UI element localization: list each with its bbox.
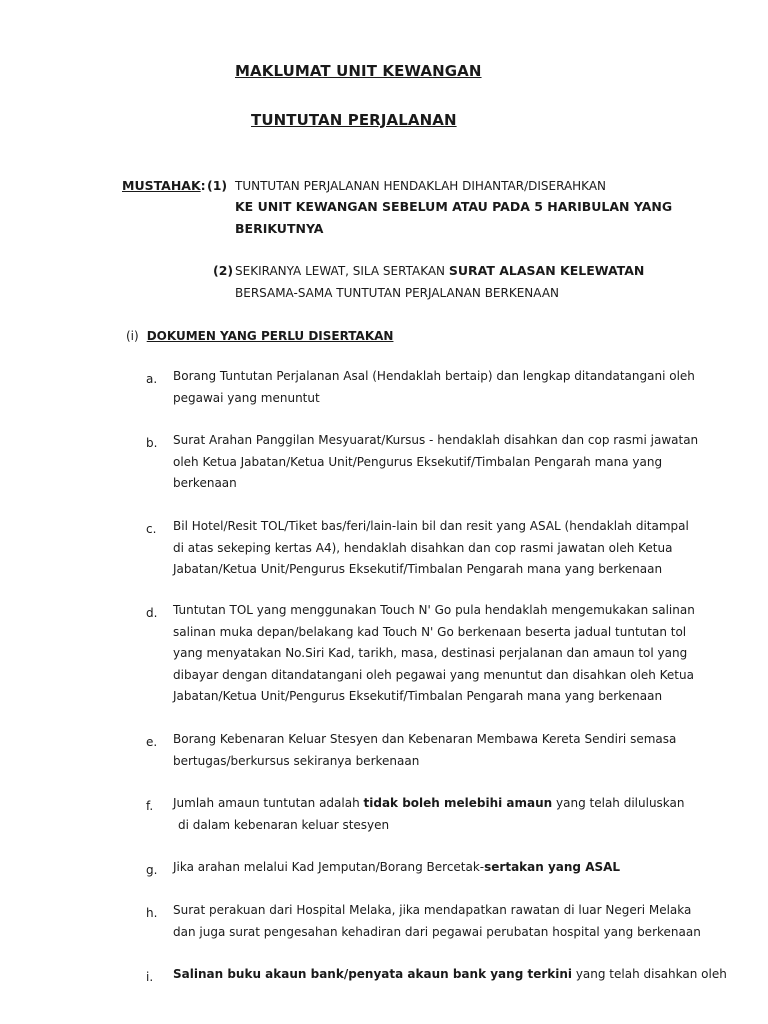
item-i-line1	[173, 964, 727, 986]
mustahak-point-1-line1: TUNTUTAN PERJALANAN HENDAKLAH DIHANTAR/DISERAHKAN	[235, 179, 607, 193]
mustahak-point-2-line1-bold: SURAT ALASAN KELEWATAN	[448, 263, 645, 278]
item-e-letter: e.	[146, 735, 158, 749]
item-i	[173, 964, 727, 986]
item-d	[173, 600, 693, 708]
item-i-emphasis: Salinan buku akaun bank/penyata akaun bank yang terkini	[173, 967, 572, 981]
item-g	[173, 857, 693, 879]
item-f-line1	[173, 793, 693, 815]
item-i-letter: i.	[146, 970, 154, 984]
mustahak-point-1-line2: KE UNIT KEWANGAN SEBELUM ATAU PADA 5 HARIBULAN YANG	[235, 199, 673, 214]
item-c-letter: c.	[146, 522, 157, 536]
item-i-text: yang telah disahkan oleh	[572, 967, 727, 981]
item-h-line: dan juga surat pengesahan kehadiran dari pegawai perubatan hospital yang berkenaan	[173, 924, 701, 939]
item-b-line: oleh Ketua Jabatan/Ketua Unit/Pengurus Eksekutif/Timbalan Pengarah mana yang	[173, 454, 663, 469]
mustahak-colon: :	[200, 178, 206, 193]
mustahak-point-1-line3: BERIKUTNYA	[235, 221, 324, 236]
mustahak-label-text: MUSTAHAK	[122, 178, 201, 193]
item-c-line: Bil Hotel/Resit TOL/Tiket bas/feri/lain-lain bil dan resit yang ASAL (hendaklah ditampal	[173, 519, 689, 533]
item-a-letter: a.	[146, 372, 158, 386]
mustahak-point-2-line1-normal: SEKIRANYA LEWAT, SILA SERTAKAN	[235, 264, 449, 278]
item-a-line: Borang Tuntutan Perjalanan Asal (Hendaklah bertaip) dan lengkap ditandatangani oleh	[173, 369, 695, 383]
mustahak-label	[122, 178, 206, 194]
document-subtitle: TUNTUTAN PERJALANAN	[251, 111, 457, 129]
item-f-text: Jumlah amaun tuntutan adalah	[173, 796, 364, 810]
item-f	[173, 793, 693, 836]
item-d-line: Jabatan/Ketua Unit/Pengurus Eksekutif/Timbalan Pengarah mana yang berkenaan	[173, 689, 663, 703]
item-f-letter: f.	[146, 799, 154, 813]
document-title: MAKLUMAT UNIT KEWANGAN	[235, 62, 482, 80]
item-h-letter: h.	[146, 906, 158, 920]
section-heading	[126, 328, 393, 344]
item-d-letter: d.	[146, 606, 158, 620]
section-number: (i)	[126, 329, 139, 343]
item-d-line: yang menyatakan No.Siri Kad, tarikh, masa, destinasi perjalanan dan amaun tol yang	[173, 646, 688, 660]
item-h-line: Surat perakuan dari Hospital Melaka, jika mendapatkan rawatan di luar Negeri Melaka	[173, 903, 692, 917]
item-a-line: pegawai yang menuntut	[173, 390, 320, 405]
mustahak-point-1-number: (1)	[207, 178, 228, 193]
item-a	[173, 366, 693, 409]
item-c	[173, 516, 693, 581]
item-g-emphasis: sertakan yang ASAL	[484, 860, 621, 874]
item-h	[173, 900, 701, 943]
item-d-line: dibayar dengan ditandatangani oleh pegawai yang menuntut dan disahkan oleh Ketua	[173, 667, 694, 682]
item-f-text: yang telah diluluskan	[552, 796, 685, 810]
item-b	[173, 430, 699, 495]
item-b-letter: b.	[146, 436, 158, 450]
item-b-line: berkenaan	[173, 476, 237, 490]
mustahak-point-2-line1	[235, 263, 644, 279]
item-f-line2: di dalam kebenaran keluar stesyen	[178, 817, 390, 832]
mustahak-point-2-number: (2)	[213, 263, 234, 278]
item-e-line: Borang Kebenaran Keluar Stesyen dan Kebenaran Membawa Kereta Sendiri semasa	[173, 732, 677, 746]
item-g-text: Jika arahan melalui Kad Jemputan/Borang Bercetak-	[173, 860, 485, 874]
item-d-line: salinan muka depan/belakang kad Touch N' Go berkenaan beserta jadual tuntutan tol	[173, 624, 687, 639]
item-e	[173, 729, 693, 772]
item-e-line: bertugas/berkursus sekiranya berkenaan	[173, 753, 420, 768]
item-f-emphasis: tidak boleh melebihi amaun	[363, 796, 553, 810]
item-c-line: Jabatan/Ketua Unit/Pengurus Eksekutif/Timbalan Pengarah mana yang berkenaan	[173, 562, 663, 576]
item-d-line: Tuntutan TOL yang menggunakan Touch N' Go pula hendaklah mengemukakan salinan	[173, 603, 695, 617]
mustahak-point-2-line2: BERSAMA-SAMA TUNTUTAN PERJALANAN BERKENAAN	[235, 286, 560, 300]
item-b-line: Surat Arahan Panggilan Mesyuarat/Kursus - hendaklah disahkan dan cop rasmi jawatan	[173, 433, 699, 447]
section-heading-text: DOKUMEN YANG PERLU DISERTAKAN	[146, 329, 394, 343]
item-g-letter: g.	[146, 863, 158, 877]
item-g-line1	[173, 857, 693, 879]
item-c-line: di atas sekeping kertas A4), hendaklah disahkan dan cop rasmi jawatan oleh Ketua	[173, 540, 673, 555]
